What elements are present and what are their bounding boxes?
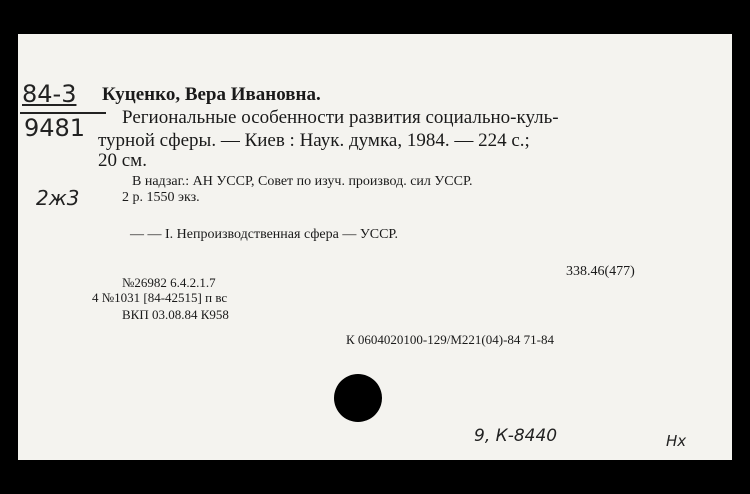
title-line-1: Региональные особенности развития социально-куль- xyxy=(122,107,559,128)
note-line-1: В надзаг.: АН УССР, Совет по изуч. производ. сил УССР. xyxy=(132,174,473,189)
call-number-top: 84-3 xyxy=(22,80,77,108)
author-heading: Куценко, Вера Ивановна. xyxy=(102,84,321,105)
reference-line-3: ВКП 03.08.84 К958 xyxy=(122,307,229,322)
handwritten-note-bottom: 9, К-8440 xyxy=(474,426,558,446)
title-line-2: турной сферы. — Киев : Наук. думка, 1984. — 224 с.; xyxy=(98,130,530,151)
catalog-code: К 0604020100-129/М221(04)-84 71-84 xyxy=(346,332,554,347)
handwritten-initials: Нх xyxy=(666,432,687,450)
reference-line-1: №26982 6.4.2.1.7 xyxy=(122,275,216,290)
call-number-bottom: 9481 xyxy=(24,114,86,142)
classification-number: 338.46(477) xyxy=(566,264,635,279)
note-line-2: 2 р. 1550 экз. xyxy=(122,190,200,205)
card-punch-hole xyxy=(334,374,382,422)
reference-line-2: 4 №1031 [84-42515] п вс xyxy=(92,290,228,305)
handwritten-mark: 2ж3 xyxy=(36,186,80,210)
title-line-3: 20 см. xyxy=(98,150,147,171)
subject-heading: — — I. Непроизводственная сфера — УССР. xyxy=(130,227,398,242)
